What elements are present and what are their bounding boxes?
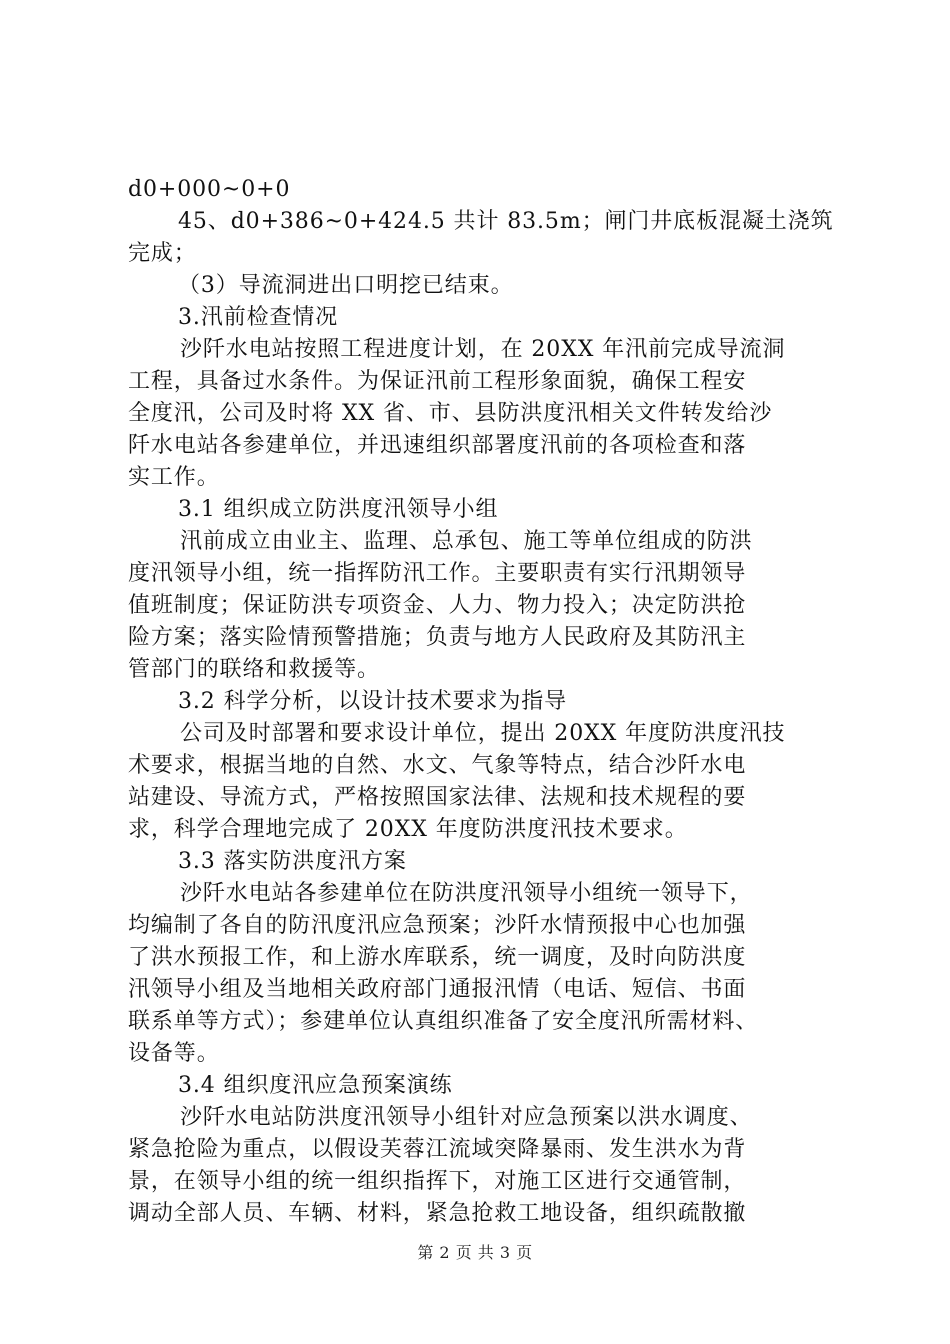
text-line: 了洪水预报工作，和上游水库联系，统一调度，及时向防洪度 — [128, 945, 747, 970]
section-heading: 3.1 组织成立防洪度汛领导小组 — [178, 497, 499, 522]
text-line: 设备等。 — [128, 1041, 220, 1066]
text-line: 紧急抢险为重点，以假设芙蓉江流域突降暴雨、发生洪水为背 — [128, 1137, 747, 1162]
page-footer: 第 2 页 共 3 页 — [417, 1243, 533, 1262]
section-heading: 3.2 科学分析，以设计技术要求为指导 — [178, 689, 568, 714]
document-body — [128, 174, 834, 1230]
text-line: 求，科学合理地完成了 20XX 年度防洪度汛技术要求。 — [128, 817, 688, 842]
text-line: 联系单等方式）；参建单位认真组织准备了安全度汛所需材料、 — [128, 1009, 759, 1034]
text-line: 术要求，根据当地的自然、水文、气象等特点，结合沙阡水电 — [128, 753, 747, 778]
section-heading: 3.汛前检查情况 — [178, 305, 339, 330]
text-line: 险方案；落实险情预警措施；负责与地方人民政府及其防汛主 — [128, 625, 747, 650]
section-heading: 3.3 落实防洪度汛方案 — [178, 849, 407, 874]
text-line: 全度汛，公司及时将 XX 省、市、县防洪度汛相关文件转发给沙 — [128, 401, 773, 426]
text-line: 实工作。 — [128, 465, 220, 490]
text-line: 度汛领导小组，统一指挥防汛工作。主要职责有实行汛期领导 — [128, 561, 747, 586]
text-line: 工程，具备过水条件。为保证汛前工程形象面貌，确保工程安 — [128, 369, 747, 394]
text-line: d0+000~0+0 — [128, 177, 291, 202]
text-line: 汛领导小组及当地相关政府部门通报汛情（电话、短信、书面 — [128, 977, 747, 1002]
text-line: 汛前成立由业主、监理、总承包、施工等单位组成的防洪 — [180, 529, 753, 554]
text-line: （3）导流洞进出口明挖已结束。 — [178, 273, 514, 298]
text-line: 景，在领导小组的统一组织指挥下，对施工区进行交通管制， — [128, 1169, 747, 1194]
text-line: 均编制了各自的防汛度汛应急预案；沙阡水情预报中心也加强 — [128, 913, 747, 938]
text-line: 站建设、导流方式，严格按照国家法律、法规和技术规程的要 — [128, 785, 747, 810]
text-line: 调动全部人员、车辆、材料，紧急抢救工地设备，组织疏散撤 — [128, 1201, 747, 1226]
text-line: 值班制度；保证防洪专项资金、人力、物力投入；决定防洪抢 — [128, 593, 747, 618]
text-line: 沙阡水电站各参建单位在防洪度汛领导小组统一领导下， — [180, 881, 753, 906]
section-heading: 3.4 组织度汛应急预案演练 — [178, 1073, 453, 1098]
text-line: 沙阡水电站按照工程进度计划，在 20XX 年汛前完成导流洞 — [180, 337, 786, 362]
text-line: 完成； — [128, 241, 197, 266]
text-line: 管部门的联络和救援等。 — [128, 657, 380, 682]
text-line: 沙阡水电站防洪度汛领导小组针对应急预案以洪水调度、 — [180, 1105, 753, 1130]
text-line: 公司及时部署和要求设计单位，提出 20XX 年度防洪度汛技 — [180, 721, 786, 746]
text-line: 45、d0+386~0+424.5 共计 83.5m；闸门井底板混凝土浇筑 — [178, 209, 834, 234]
text-line: 阡水电站各参建单位，并迅速组织部署度汛前的各项检查和落 — [128, 433, 747, 458]
